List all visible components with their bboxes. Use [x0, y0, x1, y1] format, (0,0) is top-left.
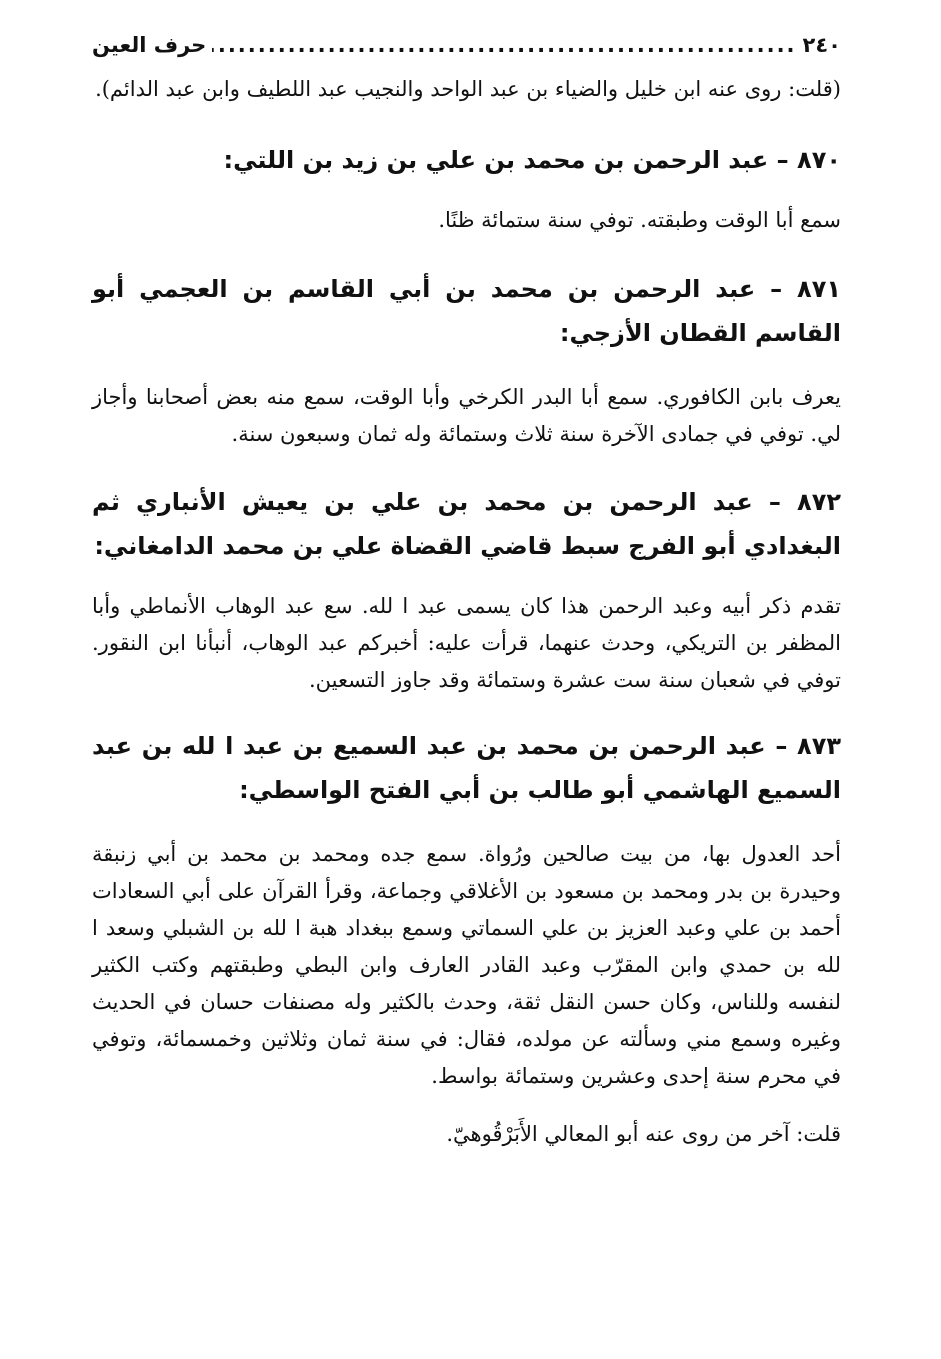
entry-text: أحد العدول بها، من بيت صالحين ورُواة. سمع جده ومحمد بن محمد بن أبي زنبقة وحيدرة بن بدر ومحمد بن مسعود بن الأغلاقي وجماعة، وقرأ القرآن على أبي السعادات أحمد بن علي وعبد العزيز بن علي السماتي وسمع ببغداد هبة ا لله بن الشبلي وسعد ا لله بن حمدي وابن المقرّب وعبد القادر العارف وابن البطي وطبقتهم وكتب الكثير لنفسه وللناس، وكان حسن النقل ثقة، وحدث بالكثير وله مصنفات حسان في الحديث وغيره وسمع مني وسألته عن مولده، فقال: في سنة ثمان وثلاثين وخمسمائة، وتوفي في محرم سنة إحدى وعشرين وستمائة بواسط.: [92, 842, 841, 1088]
entry-text: تقدم ذكر أبيه وعبد الرحمن هذا كان يسمى عبد ا لله. سع عبد الوهاب الأنماطي وأبا المظفر بن التريكي، وحدث عنهما، قرأت عليه: أخبركم عبد الوهاب، أنبأنا ابن النقور. توفي في شعبان سنة ست عشرة وستمائة وقد جاوز التسعين.: [92, 594, 842, 692]
entry-text: سمع أبا الوقت وطبقته. توفي سنة ستمائة ظنًا.: [438, 208, 841, 232]
entry-heading: ٨٧٠ – عبد الرحمن بن محمد بن علي بن زيد بن اللتي:: [223, 146, 841, 174]
entry-heading: ٨٧١ – عبد الرحمن بن محمد بن أبي القاسم بن العجمي أبو القاسم القطان الأزجي:: [92, 275, 841, 347]
page-number: ٢٤٠: [802, 33, 841, 57]
section-title: حرف العين: [92, 33, 207, 57]
entry-text: يعرف بابن الكافوري. سمع أبا البدر الكرخي وأبا الوقت، سمع منه بعض أصحابنا وأجاز لي. توفي في جمادى الآخرة سنة ثلاث وستمائة وله ثمان وسبعون سنة.: [92, 385, 841, 446]
running-header: [92, 28, 841, 62]
entry-heading: ٨٧٢ – عبد الرحمن بن محمد بن علي بن يعيش الأنباري ثم البغدادي أبو الفرج سبط قاضي القضاة علي بن محمد الدامغاني:: [92, 488, 841, 560]
intro-note: (قلت: روى عنه ابن خليل والضياء بن عبد الواحد والنجيب عبد اللطيف وابن عبد الدائم).: [95, 77, 841, 101]
entry-heading: ٨٧٣ – عبد الرحمن بن محمد بن عبد السميع بن عبد ا لله بن عبد السميع الهاشمي أبو طالب بن أبي الفتح الواسطي:: [92, 732, 841, 804]
closing-note: قلت: آخر من روى عنه أبو المعالي الأَبَرْقُوهيّ.: [446, 1122, 841, 1146]
header-dot-leader: [212, 28, 796, 62]
